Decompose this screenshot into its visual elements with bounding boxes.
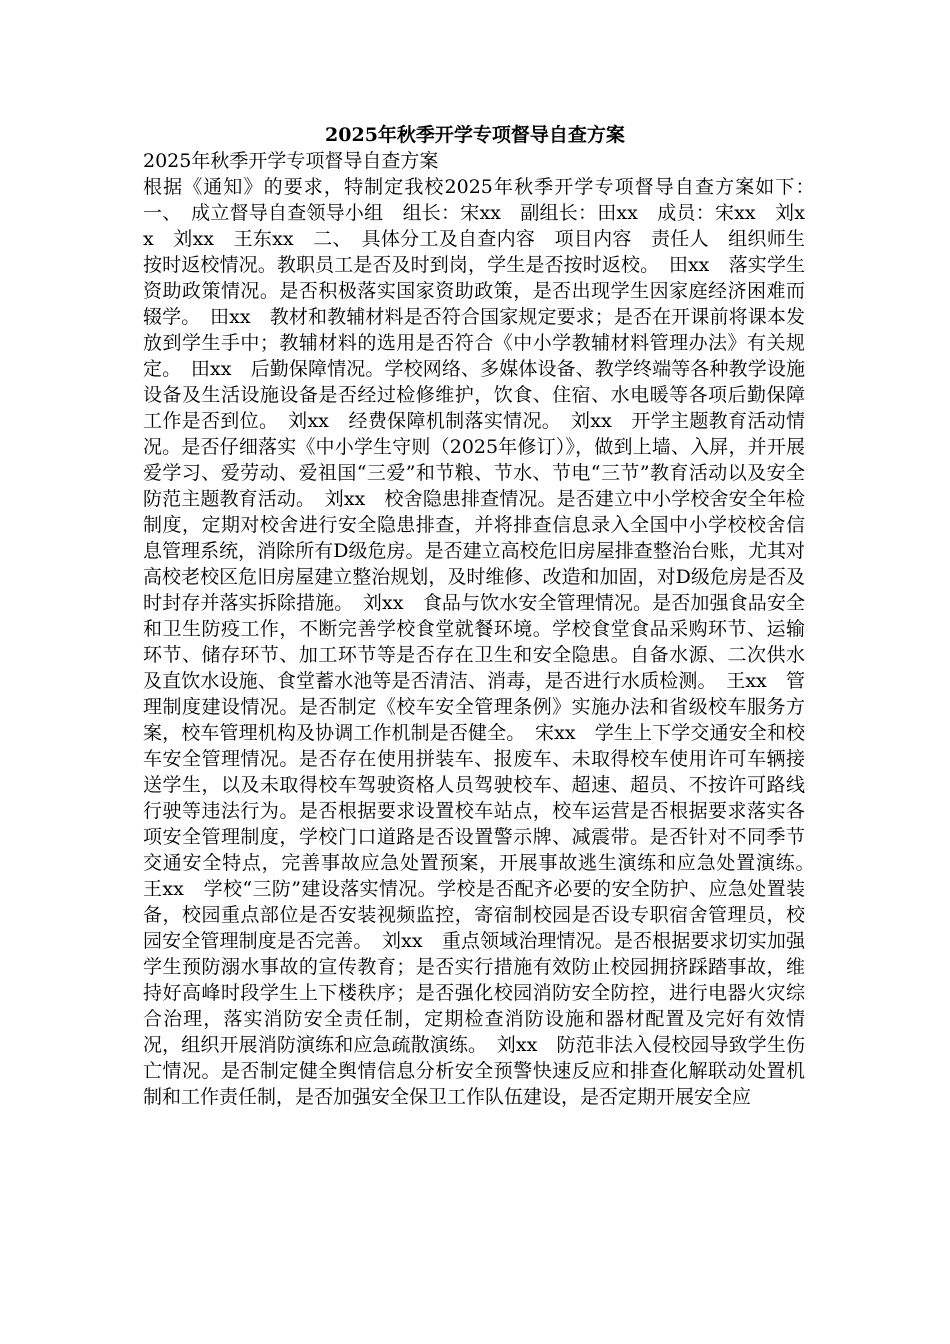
document-subtitle: 2025年秋季开学专项督导自查方案 — [143, 150, 439, 172]
document-title: 2025年秋季开学专项督导自查方案 — [325, 124, 625, 146]
document-body-text: 根据《通知》的要求，特制定我校2025年秋季开学专项督导自查方案如下： 一、 成立督导自查领导小组 组长：宋xx 副组长：田xx 成员：宋xx 刘xx 刘xx 王东xx 二、 具体分工及自查内容 项目内容 责任人 组织师生按时返校情况。教职员工是否及时到岗，学生是否按时返校。 田xx 落实学生资助政策情况。是否积极落实国家资助政策，是否出现学生因家庭经济困难而辍学。 田xx 教材和教辅材料是否符合国家规定要求；是否在开课前将课本发放到学生手中；教辅材料的选用是否符合《中小学教辅材料管理办法》有关规定。 田xx 后勤保障情况。学校网络、多媒体设备、教学终端等各种教学设施设备及生活设施设备是否经过检修维护，饮食、住宿、水电暖等各项后勤保障工作是否到位。 刘xx 经费保障机制落实情况。 刘xx 开学主题教育活动情况。是否仔细落实《中小学生守则（2025年修订）》，做到上墙、入屏，并开展爱学习、爱劳动、爱祖国“三爱”和节粮、节水、节电“三节”教育活动以及安全防范主题教育活动。 刘xx 校舍隐患排查情况。是否建立中小学校舍安全年检制度，定期对校舍进行安全隐患排查，并将排查信息录入全国中小学校校舍信息管理系统，消除所有D级危房。是否建立高校危旧房屋排查整治台账，尤其对高校老校区危旧房屋建立整治规划，及时维修、改造和加固，对D级危房是否及时封存并落实拆除措施。 刘xx 食品与饮水安全管理情况。是否加强食品安全和卫生防疫工作，不断完善学校食堂就餐环境。学校食堂食品采购环节、运输环节、储存环节、加工环节等是否存在卫生和安全隐患。自备水源、二次供水及直饮水设施、食堂蓄水池等是否清洁、消毒，是否进行水质检测。 王xx 管理制度建设情况。是否制定《校车安全管理条例》实施办法和省级校车服务方案，校车管理机构及协调工作机制是否健全。 宋xx 学生上下学交通安全和校车安全管理情况。是否存在使用拼装车、报废车、未取得校车使用许可车辆接送学生，以及未取得校车驾驶资格人员驾驶校车、超速、超员、不按许可路线行驶等违法行为。是否根据要求设置校车站点，校车运营是否根据要求落实各项安全管理制度，学校门口道路是否设置警示牌、减震带。是否针对不同季节交通安全特点，完善事故应急处置预案，开展事故逃生演练和应急处置演练。 王xx 学校“三防”建设落实情况。学校是否配齐必要的安全防护、应急处置装备，校园重点部位是否安装视频监控，寄宿制校园是否设专职宿舍管理员，校园安全管理制度是否完善。 刘xx 重点领域治理情况。是否根据要求切实加强学生预防溺水事故的宣传教育；是否实行措施有效防止校园拥挤踩踏事故，维持好高峰时段学生上下楼秩序；是否强化校园消防安全防控，进行电器火灾综合治理，落实消防安全责任制，定期检查消防设施和器材配置及完好有效情况，组织开展消防演练和应急疏散演练。 刘xx 防范非法入侵校园导致学生伤亡情况。是否制定健全舆情信息分析安全预警快速反应和排查化解联动处置机制和工作责任制，是否加强安全保卫工作队伍建设，是否定期开展安全应 — [143, 176, 825, 1108]
